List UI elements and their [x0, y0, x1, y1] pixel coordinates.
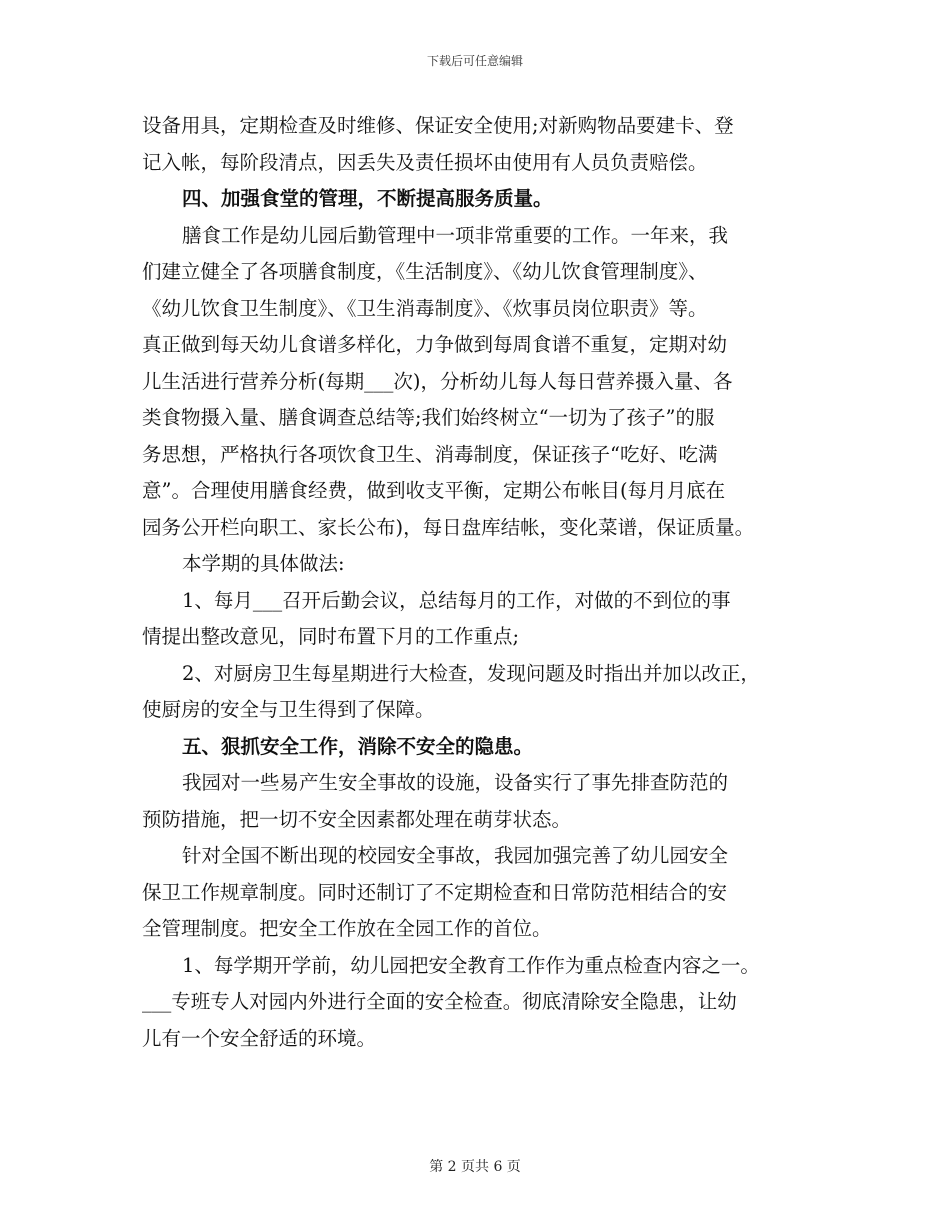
text-line: 1、每学期开学前，幼儿园把安全教育工作作为重点检查内容之一。 [182, 953, 760, 977]
text-line: 意”。合理使用膳食经费，做到收支平衡，定期公布帐目(每月月底在 [142, 479, 726, 502]
text-line: 真正做到每天幼儿食谱多样化，力争做到每周食谱不重复，定期对幼 [142, 333, 728, 356]
text-line: 预防措施，把一切不安全因素都处理在萌芽状态。 [142, 807, 572, 831]
text-line: 《幼儿饮食卫生制度》、《卫生消毒制度》、《炊事员岗位职责》等。 [142, 296, 708, 320]
text-line: 本学期的具体做法: [182, 552, 345, 575]
page-header: 下载后可任意编辑 [426, 54, 523, 68]
text-line: 针对全国不断出现的校园安全事故，我园加强完善了幼儿园安全 [182, 844, 729, 867]
text-line: 情提出整改意见，同时布置下月的工作重点; [142, 625, 520, 648]
section-heading: 五、狠抓安全工作，消除不安全的隐患。 [182, 734, 534, 758]
text-line: 园务公开栏向职工、家长公布)，每日盘库结帐，变化菜谱，保证质量。 [142, 515, 755, 539]
document-body [142, 108, 822, 1057]
text-line: 儿有一个安全舒适的环境。 [142, 1026, 377, 1050]
text-line: 使厨房的安全与卫生得到了保障。 [142, 698, 435, 721]
text-line: 类食物摄入量、膳食调查总结等;我们始终树立“一切为了孩子”的服 [142, 406, 715, 429]
text-line: 我园对一些易产生安全事故的设施，设备实行了事先排查防范的 [182, 771, 729, 794]
text-line: 设备用具，定期检查及时维修、保证安全使用;对新购物品要建卡、登 [142, 114, 734, 137]
text-line: 务思想，严格执行各项饮食卫生、消毒制度，保证孩子“吃好、吃满 [142, 442, 718, 466]
text-line: 膳食工作是幼儿园后勤管理中一项非常重要的工作。一年来，我 [182, 223, 729, 247]
section-heading: 四、加强食堂的管理，不断提高服务质量。 [182, 187, 553, 210]
text-line: 2、对厨房卫生每星期进行大检查，发现问题及时指出并加以改正， [182, 661, 760, 685]
text-line: 全管理制度。把安全工作放在全园工作的首位。 [142, 917, 552, 940]
text-line: 保卫工作规章制度。同时还制订了不定期检查和日常防范相结合的安 [142, 880, 728, 904]
text-line: 1、每月___召开后勤会议，总结每月的工作，对做的不到位的事 [182, 588, 731, 612]
page-footer: 第 2 页共 6 页 [429, 1159, 521, 1175]
text-line: 记入帐，每阶段清点，因丢失及责任损坏由使用有人员负责赔偿。 [142, 150, 708, 174]
text-line: 们建立健全了各项膳食制度，《生活制度》、《幼儿饮食管理制度》、 [142, 260, 708, 283]
text-line: ___专班专人对园内外进行全面的安全检查。彻底清除安全隐患，让幼 [142, 990, 737, 1013]
text-line: 儿生活进行营养分析(每期___次)，分析幼儿每人每日营养摄入量、各 [142, 369, 733, 393]
